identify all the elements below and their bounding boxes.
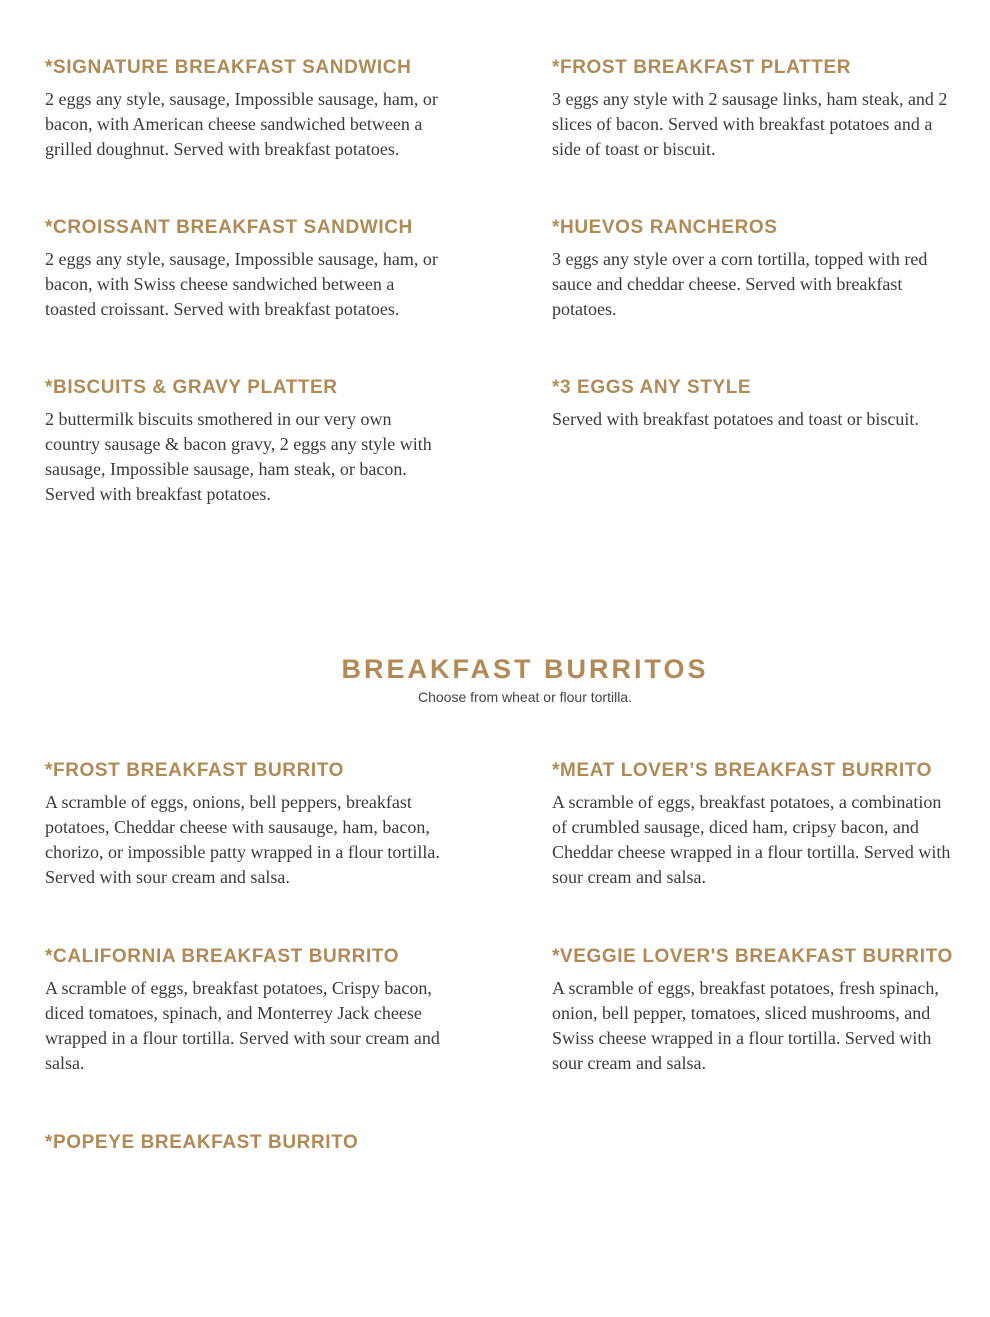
menu-item-meat-lovers-breakfast-burrito [552,759,952,945]
menu-item-biscuits-gravy-platter [45,376,445,536]
section-title: BREAKFAST BURRITOS [341,654,709,684]
menu-item-title: *HUEVOS RANCHEROS [552,217,778,238]
menu-row [45,216,955,376]
menu-item-description: 3 eggs any style with 2 sausage links, ham steak, and 2 slices of bacon. Served with breakfast potatoes and a side of toast or biscuit. [552,89,948,159]
menu-item-title: *3 EGGS ANY STYLE [552,377,752,398]
menu-item-3-eggs-any-style [552,376,952,536]
menu-row [45,376,955,536]
breakfast-menu-section [45,56,955,536]
menu-item-description: 2 eggs any style, sausage, Impossible sausage, ham, or bacon, with Swiss cheese sandwiched between a toasted croissant. Served with breakfast potatoes. [45,249,438,319]
menu-item-title: *POPEYE BREAKFAST BURRITO [45,1132,359,1153]
menu-item-title: *BISCUITS & GRAVY PLATTER [45,377,338,398]
menu-item-veggie-lovers-breakfast-burrito [552,945,952,1131]
burritos-section-header [0,652,990,707]
menu-row [45,945,955,1131]
section-subtitle: Choose from wheat or flour tortilla. [418,689,632,705]
menu-item-empty [552,1131,952,1317]
menu-item-title: *SIGNATURE BREAKFAST SANDWICH [45,57,412,78]
menu-item-description: A scramble of eggs, onions, bell peppers, breakfast potatoes, Cheddar cheese with sausauge, ham, bacon, chorizo, or impossible patty wrapped in a flour tortilla. Served with sour cream and salsa. [45,792,440,887]
menu-item-signature-breakfast-sandwich [45,56,445,216]
menu-item-frost-breakfast-platter [552,56,952,216]
menu-item-huevos-rancheros [552,216,952,376]
menu-item-description: 2 eggs any style, sausage, Impossible sausage, ham, or bacon, with American cheese sandwiched between a grilled doughnut. Served with breakfast potatoes. [45,89,438,159]
menu-item-croissant-breakfast-sandwich [45,216,445,376]
menu-row [45,759,955,945]
menu-item-description: 2 buttermilk biscuits smothered in our very own country sausage & bacon gravy, 2 eggs any style with sausage, Impossible sausage, ham steak, or bacon. Served with breakfast potatoes. [45,409,432,504]
menu-row [45,1131,955,1317]
menu-item-title: *FROST BREAKFAST PLATTER [552,57,852,78]
menu-item-title: *CALIFORNIA BREAKFAST BURRITO [45,946,400,967]
menu-item-popeye-breakfast-burrito [45,1131,445,1317]
menu-item-description: A scramble of eggs, breakfast potatoes, a combination of crumbled sausage, diced ham, cripsy bacon, and Cheddar cheese wrapped in a flour tortilla. Served with sour cream and salsa. [552,792,951,887]
burritos-menu-section [45,759,955,1317]
menu-item-description: A scramble of eggs, breakfast potatoes, fresh spinach, onion, bell pepper, tomatoes, sliced mushrooms, and Swiss cheese wrapped in a flour tortilla. Served with sour cream and salsa. [552,978,939,1073]
menu-item-title: *CROISSANT BREAKFAST SANDWICH [45,217,413,238]
menu-item-description: A scramble of eggs, breakfast potatoes, Crispy bacon, diced tomatoes, spinach, and Monterrey Jack cheese wrapped in a flour tortilla. Served with sour cream and salsa. [45,978,440,1073]
menu-item-title: *MEAT LOVER’S BREAKFAST BURRITO [552,760,932,781]
menu-item-description: 3 eggs any style over a corn tortilla, topped with red sauce and cheddar cheese. Served with breakfast potatoes. [552,249,928,319]
menu-item-title: *VEGGIE LOVER'S BREAKFAST BURRITO [552,946,953,967]
menu-row [45,56,955,216]
menu-item-title: *FROST BREAKFAST BURRITO [45,760,345,781]
menu-item-description: Served with breakfast potatoes and toast or biscuit. [552,409,919,429]
menu-item-frost-breakfast-burrito [45,759,445,945]
menu-item-california-breakfast-burrito [45,945,445,1131]
